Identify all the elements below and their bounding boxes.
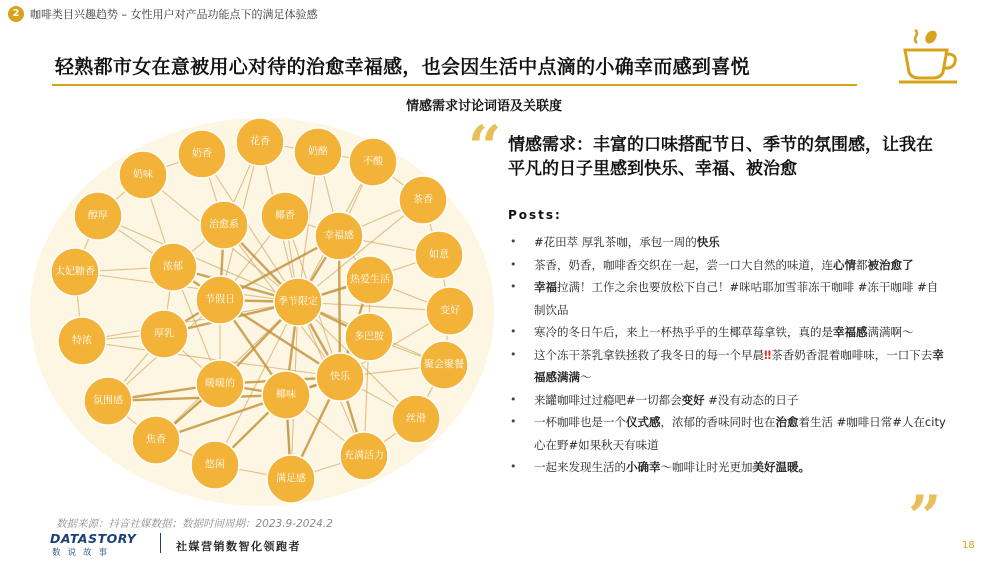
post-text: #花田萃 厚乳茶咖，承包一周的	[534, 235, 697, 249]
post-text: 来罐咖啡过过瘾吧#一切都会	[534, 392, 682, 407]
graph-node-label: 热爱生活	[350, 274, 390, 286]
graph-node	[426, 287, 474, 335]
footer-divider	[160, 533, 161, 553]
need-title: 情感需求：丰富的口味搭配节日、季节的氛围感，让我在平凡的日子里感到快乐、幸福、被治愈	[508, 135, 933, 179]
posts-label: Posts:	[508, 208, 562, 222]
section-number-badge: 2	[8, 6, 24, 22]
graph-node	[200, 201, 248, 249]
post-highlight: 仪式感	[626, 415, 661, 429]
post-text: 着生活 #咖啡日常#人在city心在野#如果秋天有味道	[534, 415, 946, 452]
bullet-icon: •	[510, 280, 517, 293]
graph-node	[196, 276, 244, 324]
post-item	[508, 456, 948, 479]
post-item	[508, 411, 948, 456]
bullet-icon: •	[510, 415, 517, 428]
post-item	[508, 231, 948, 254]
post-highlight: 美好温暖。	[752, 460, 810, 474]
graph-node	[274, 278, 322, 326]
graph-node-label: 奶味	[133, 169, 153, 181]
graph-node-label: 特浓	[72, 335, 92, 347]
graph-node	[267, 455, 315, 503]
coffee-cup-icon	[893, 26, 963, 88]
graph-node-label: 焦香	[146, 434, 166, 446]
graph-node	[191, 441, 239, 489]
graph-node-label: 茶香	[413, 194, 433, 206]
post-text: 满满啊～	[867, 325, 914, 339]
brand-tagline: 社媒营销数智化领跑者	[176, 540, 301, 553]
bullet-icon: •	[510, 460, 517, 473]
post-text: ，浓郁的香味同时也在	[660, 415, 776, 429]
graph-node	[294, 128, 342, 176]
graph-node-label: 节假日	[205, 294, 235, 306]
graph-node-label: 奶香	[192, 148, 212, 160]
post-highlight: 心情	[833, 257, 856, 272]
quote-open-icon: “	[468, 113, 502, 181]
post-item	[508, 276, 948, 321]
post-text: 一起来发现生活的	[534, 460, 626, 474]
graph-node-label: 治愈系	[209, 219, 239, 231]
graph-node-label: 奶酪	[308, 146, 328, 158]
graph-node	[140, 310, 188, 358]
graph-title: 情感需求讨论词语及关联度	[406, 99, 563, 114]
post-highlight: 小确幸	[626, 460, 661, 474]
post-item	[508, 321, 948, 344]
post-text: 茶香奶香混着咖啡味，一口下去	[771, 347, 933, 362]
post-text: 一杯咖啡也是一个	[534, 415, 626, 429]
post-highlight: 幸福感	[833, 325, 868, 339]
graph-node-label: 椰味	[276, 389, 296, 401]
graph-node-label: 季节限定	[278, 296, 318, 308]
page-headline: 轻熟都市女在意被用心对待的治愈幸福感，也会因生活中点滴的小确幸而感到喜悦	[55, 56, 750, 78]
section-title: 咖啡类目兴趣趋势 – 女性用户对产品功能点下的满足体验感	[30, 8, 318, 21]
graph-node	[262, 371, 310, 419]
post-text: 寒冷的冬日午后，来上一杯热乎乎的生椰草莓拿铁，真的是	[534, 325, 833, 339]
brand-logo-subtitle: 数说故事	[52, 548, 115, 558]
graph-node-label: 聚会聚餐	[424, 359, 464, 371]
graph-node	[58, 317, 106, 365]
graph-node	[74, 192, 122, 240]
post-text: #没有动态的日子	[704, 392, 799, 407]
graph-node	[84, 377, 132, 425]
graph-node-label: 氛围感	[93, 395, 123, 407]
post-highlight: 快乐	[696, 235, 720, 249]
post-item	[508, 389, 948, 412]
bullet-icon: •	[510, 235, 517, 248]
graph-node	[346, 256, 394, 304]
posts-list	[508, 231, 948, 479]
post-text: 都	[856, 257, 868, 272]
post-text: ‼	[764, 347, 772, 362]
post-item	[508, 344, 948, 389]
graph-node-label: 满足感	[276, 473, 306, 485]
graph-node	[392, 395, 440, 443]
post-text: ～	[580, 370, 592, 384]
graph-node-label: 充满活力	[344, 450, 384, 462]
graph-node	[51, 248, 99, 296]
graph-node	[349, 138, 397, 186]
brand-logo: DATASTORY	[50, 531, 137, 546]
graph-node-label: 暖暖的	[205, 378, 235, 390]
graph-node-label: 变好	[440, 305, 460, 317]
post-highlight: 变好	[681, 392, 705, 407]
post-highlight: 治愈	[775, 415, 799, 429]
graph-node	[196, 360, 244, 408]
graph-node-label: 丝滑	[406, 413, 426, 425]
post-text: 茶香，奶香，咖啡香交织在一起，尝一口大自然的味道，连	[534, 257, 833, 272]
post-highlight: 幸福	[534, 280, 557, 294]
graph-node-label: 浓郁	[163, 261, 183, 273]
graph-node	[236, 118, 284, 166]
headline-divider	[52, 84, 857, 86]
post-text: ～咖啡让时光更加	[660, 460, 753, 474]
bullet-icon: •	[510, 257, 517, 271]
post-text: 这个冻干茶乳拿铁拯救了我冬日的每一个早晨	[534, 347, 764, 362]
graph-node	[261, 192, 309, 240]
post-item	[508, 254, 948, 277]
graph-node	[345, 313, 393, 361]
post-text: 拉满！工作之余也要放松下自己！#咪咕耶加雪菲冻干咖啡 #冻干咖啡 #自制饮品	[534, 280, 939, 317]
quote-close-icon: ”	[908, 483, 942, 551]
graph-node	[420, 341, 468, 389]
data-source-note: 数据来源：抖音社媒数据；数据时间周期：2023.9-2024.2	[56, 518, 333, 530]
graph-node	[132, 416, 180, 464]
graph-node	[340, 432, 388, 480]
graph-node	[149, 243, 197, 291]
post-highlight: 被治愈了	[867, 257, 914, 272]
graph-node-label: 椰香	[275, 210, 295, 222]
graph-node-label: 如意	[429, 249, 449, 261]
bullet-icon: •	[510, 392, 517, 406]
graph-node	[399, 176, 447, 224]
graph-node	[315, 212, 363, 260]
graph-node-label: 快乐	[330, 371, 350, 383]
graph-node-label: 不酸	[363, 156, 383, 168]
graph-node-label: 太妃糖香	[55, 266, 95, 278]
graph-node	[178, 130, 226, 178]
page-number: 18	[962, 540, 975, 551]
graph-node	[119, 151, 167, 199]
graph-node-label: 花香	[250, 136, 270, 148]
bullet-icon: •	[510, 347, 517, 361]
bullet-icon: •	[510, 325, 517, 338]
graph-node-label: 幸福感	[324, 230, 354, 242]
post-highlight: 幸福感满满	[534, 347, 944, 384]
graph-node-label: 悠闲	[205, 459, 225, 471]
graph-node-label: 醇厚	[88, 210, 108, 222]
graph-node-label: 厚乳	[154, 328, 174, 340]
graph-node	[316, 353, 364, 401]
word-network-graph	[30, 112, 500, 512]
graph-node-label: 多巴胺	[354, 331, 384, 343]
graph-node	[415, 231, 463, 279]
